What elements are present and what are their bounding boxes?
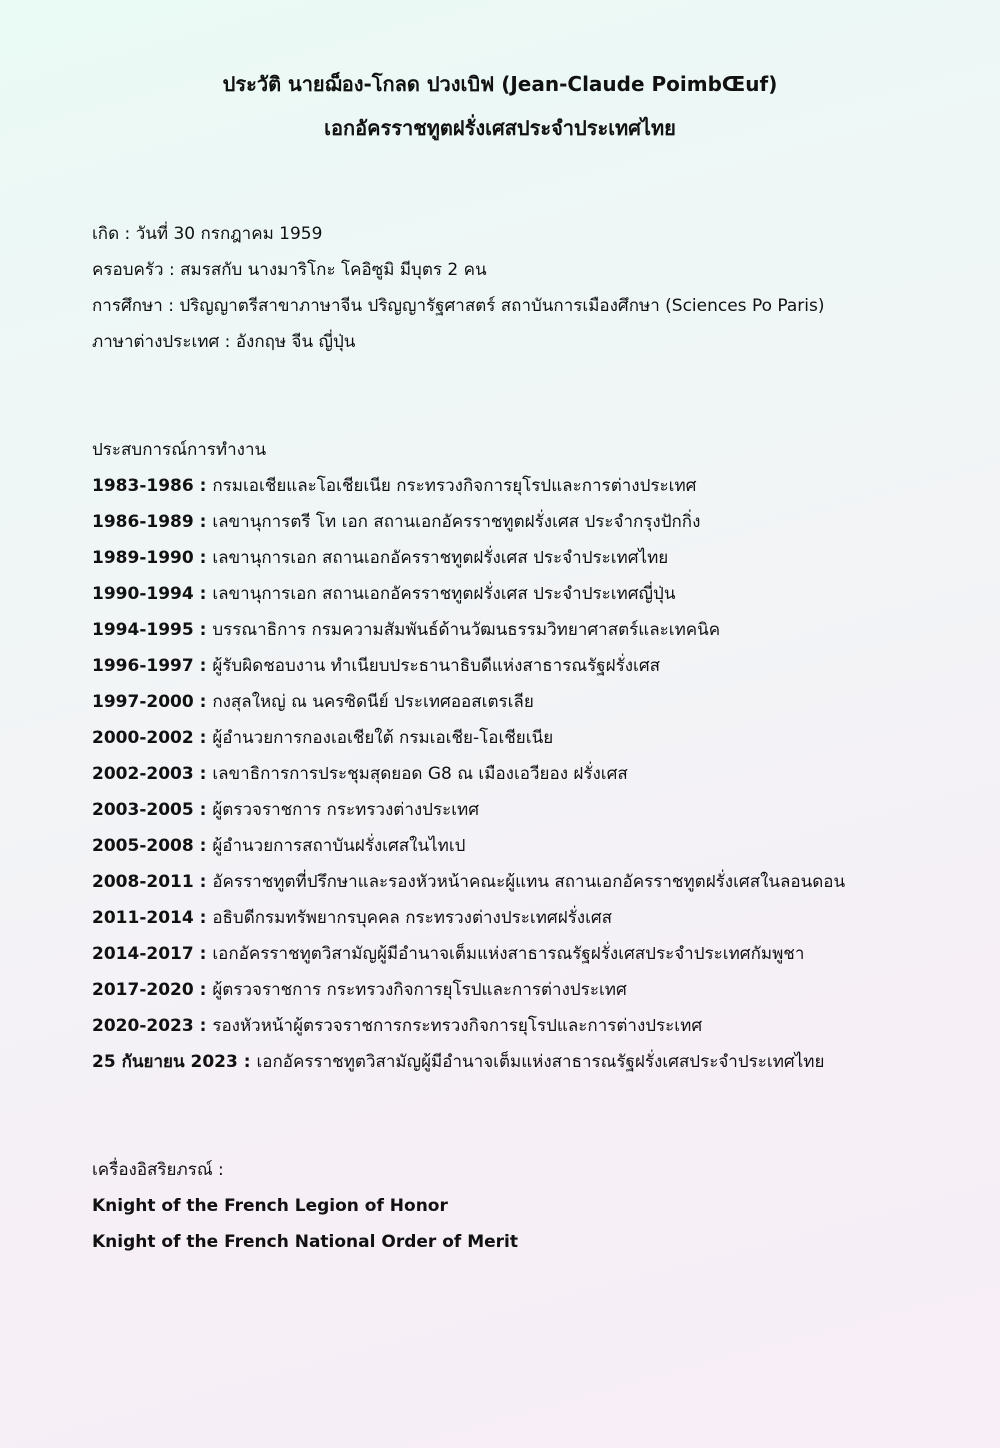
honor-item: Knight of the French National Order of Merit — [92, 1232, 518, 1252]
career-row-label: 25 กันยายน 2023 — [92, 1052, 238, 1072]
career-row-label: 2005-2008 — [92, 836, 194, 856]
career-row: 2020-2023 : รองหัวหน้าผู้ตรวจราชการกระทรวงกิจการยุโรปและการต่างประเทศ — [92, 1016, 703, 1036]
career-row: 2011-2014 : อธิบดีกรมทรัพยากรบุคคล กระทรวงต่างประเทศฝรั่งเศส — [92, 908, 613, 928]
career-row-label: 1983-1986 — [92, 476, 194, 496]
career-row-label: 1989-1990 — [92, 548, 194, 568]
career-row: 1996-1997 : ผู้รับผิดชอบงาน ทำเนียบประธานาธิบดีแห่งสาธารณรัฐฝรั่งเศส — [92, 656, 660, 676]
career-row-value: อัครราชทูตที่ปรึกษาและรองหัวหน้าคณะผู้แทน สถานเอกอัครราชทูตฝรั่งเศสในลอนดอน — [212, 872, 846, 892]
personal-row-value: อังกฤษ จีน ญี่ปุ่น — [235, 332, 356, 352]
honors-heading: เครื่องอิสริยภรณ์ : — [92, 1160, 224, 1180]
career-row-value: ผู้ตรวจราชการ กระทรวงกิจการยุโรปและการต่างประเทศ — [212, 980, 627, 1000]
career-row-value: ผู้รับผิดชอบงาน ทำเนียบประธานาธิบดีแห่งสาธารณรัฐฝรั่งเศส — [212, 656, 660, 676]
career-row: 1994-1995 : บรรณาธิการ กรมความสัมพันธ์ด้านวัฒนธรรมวิทยาศาสตร์และเทคนิค — [92, 620, 721, 640]
career-row: 2003-2005 : ผู้ตรวจราชการ กระทรวงต่างประเทศ — [92, 800, 480, 820]
career-row-value: กรมเอเชียและโอเชียเนีย กระทรวงกิจการยุโรปและการต่างประเทศ — [212, 476, 697, 496]
career-row-label: 1996-1997 — [92, 656, 194, 676]
career-row-value: กงสุลใหญ่ ณ นครซิดนีย์ ประเทศออสเตรเลีย — [212, 692, 534, 712]
career-row-label: 2000-2002 — [92, 728, 194, 748]
career-heading: ประสบการณ์การทำงาน — [92, 440, 267, 460]
career-row-value: เอกอัครราชทูตวิสามัญผู้มีอำนาจเต็มแห่งสาธารณรัฐฝรั่งเศสประจำประเทศกัมพูชา — [212, 944, 805, 964]
career-row-value: เลขานุการเอก สถานเอกอัครราชทูตฝรั่งเศส ประจำประเทศไทย — [212, 548, 669, 568]
career-row: 2000-2002 : ผู้อำนวยการกองเอเชียใต้ กรมเอเชีย-โอเชียเนีย — [92, 728, 554, 748]
career-row: 1989-1990 : เลขานุการเอก สถานเอกอัครราชทูตฝรั่งเศส ประจำประเทศไทย — [92, 548, 669, 568]
career-row: 1983-1986 : กรมเอเชียและโอเชียเนีย กระทรวงกิจการยุโรปและการต่างประเทศ — [92, 476, 697, 496]
career-row-label: 2020-2023 — [92, 1016, 194, 1036]
career-row-label: 2011-2014 — [92, 908, 194, 928]
career-row-value: รองหัวหน้าผู้ตรวจราชการกระทรวงกิจการยุโรปและการต่างประเทศ — [212, 1016, 703, 1036]
career-row-label: 1997-2000 — [92, 692, 194, 712]
career-row-value: ผู้อำนวยการกองเอเชียใต้ กรมเอเชีย-โอเชียเนีย — [212, 728, 554, 748]
personal-row: ครอบครัว : สมรสกับ นางมาริโกะ โคอิซูมิ มีบุตร 2 คน — [92, 260, 487, 280]
personal-row: ภาษาต่างประเทศ : อังกฤษ จีน ญี่ปุ่น — [92, 332, 356, 352]
career-row-label: 2017-2020 — [92, 980, 194, 1000]
personal-row-label: เกิด — [92, 224, 120, 244]
career-row-label: 1990-1994 — [92, 584, 194, 604]
honors-list — [92, 1188, 962, 1260]
personal-row-label: การศึกษา — [92, 296, 163, 316]
career-row-value: เอกอัครราชทูตวิสามัญผู้มีอำนาจเต็มแห่งสาธารณรัฐฝรั่งเศสประจำประเทศไทย — [256, 1052, 825, 1072]
career-row: 1986-1989 : เลขานุการตรี โท เอก สถานเอกอัครราชทูตฝรั่งเศส ประจำกรุงปักกิ่ง — [92, 512, 701, 532]
title-line-2: เอกอัครราชทูตฝรั่งเศสประจำประเทศไทย — [324, 116, 676, 140]
career-row-value: ผู้ตรวจราชการ กระทรวงต่างประเทศ — [212, 800, 480, 820]
personal-row-label: ภาษาต่างประเทศ — [92, 332, 220, 352]
career-row: 2005-2008 : ผู้อำนวยการสถาบันฝรั่งเศสในไทเป — [92, 836, 466, 856]
career-row-label: 1994-1995 — [92, 620, 194, 640]
career-row-value: เลขานุการตรี โท เอก สถานเอกอัครราชทูตฝรั่งเศส ประจำกรุงปักกิ่ง — [212, 512, 701, 532]
career-row-value: เลขานุการเอก สถานเอกอัครราชทูตฝรั่งเศส ประจำประเทศญี่ปุ่น — [212, 584, 676, 604]
career-row-value: บรรณาธิการ กรมความสัมพันธ์ด้านวัฒนธรรมวิทยาศาสตร์และเทคนิค — [212, 620, 721, 640]
personal-row-value: วันที่ 30 กรกฎาคม 1959 — [135, 224, 323, 244]
career-row-value: ผู้อำนวยการสถาบันฝรั่งเศสในไทเป — [212, 836, 466, 856]
career-list — [92, 468, 962, 1080]
personal-info — [92, 216, 962, 360]
career-row: 1997-2000 : กงสุลใหญ่ ณ นครซิดนีย์ ประเทศออสเตรเลีย — [92, 692, 534, 712]
career-row-label: 1986-1989 — [92, 512, 194, 532]
personal-row: การศึกษา : ปริญญาตรีสาขาภาษาจีน ปริญญารัฐศาสตร์ สถาบันการเมืองศึกษา (Sciences Po Paris) — [92, 296, 825, 316]
career-row-value: อธิบดีกรมทรัพยากรบุคคล กระทรวงต่างประเทศฝรั่งเศส — [212, 908, 613, 928]
career-row-label: 2002-2003 — [92, 764, 194, 784]
career-row-value: เลขาธิการการประชุมสุดยอด G8 ณ เมืองเอวียอง ฝรั่งเศส — [212, 764, 628, 784]
career-row-label: 2014-2017 — [92, 944, 194, 964]
career-row-label: 2008-2011 — [92, 872, 194, 892]
career-row-label: 2003-2005 — [92, 800, 194, 820]
career-row: 2017-2020 : ผู้ตรวจราชการ กระทรวงกิจการยุโรปและการต่างประเทศ — [92, 980, 627, 1000]
title-line-1: ประวัติ นายฌ็อง-โกลด ปวงเบิฟ (Jean-Claude PoimbŒuf) — [222, 72, 778, 96]
career-row: 1990-1994 : เลขานุการเอก สถานเอกอัครราชทูตฝรั่งเศส ประจำประเทศญี่ปุ่น — [92, 584, 676, 604]
personal-row-value: ปริญญาตรีสาขาภาษาจีน ปริญญารัฐศาสตร์ สถาบันการเมืองศึกษา (Sciences Po Paris) — [179, 296, 825, 316]
career-row: 2008-2011 : อัครราชทูตที่ปรึกษาและรองหัวหน้าคณะผู้แทน สถานเอกอัครราชทูตฝรั่งเศสในลอนดอน — [92, 872, 846, 892]
personal-row-value: สมรสกับ นางมาริโกะ โคอิซูมิ มีบุตร 2 คน — [180, 260, 487, 280]
personal-row-label: ครอบครัว — [92, 260, 164, 280]
personal-row: เกิด : วันที่ 30 กรกฎาคม 1959 — [92, 224, 323, 244]
career-row: 2014-2017 : เอกอัครราชทูตวิสามัญผู้มีอำนาจเต็มแห่งสาธารณรัฐฝรั่งเศสประจำประเทศกัมพูชา — [92, 944, 805, 964]
career-row: 25 กันยายน 2023 : เอกอัครราชทูตวิสามัญผู้มีอำนาจเต็มแห่งสาธารณรัฐฝรั่งเศสประจำประเทศไทย — [92, 1052, 825, 1072]
career-row: 2002-2003 : เลขาธิการการประชุมสุดยอด G8 ณ เมืองเอวียอง ฝรั่งเศส — [92, 764, 628, 784]
honor-item: Knight of the French Legion of Honor — [92, 1196, 448, 1216]
